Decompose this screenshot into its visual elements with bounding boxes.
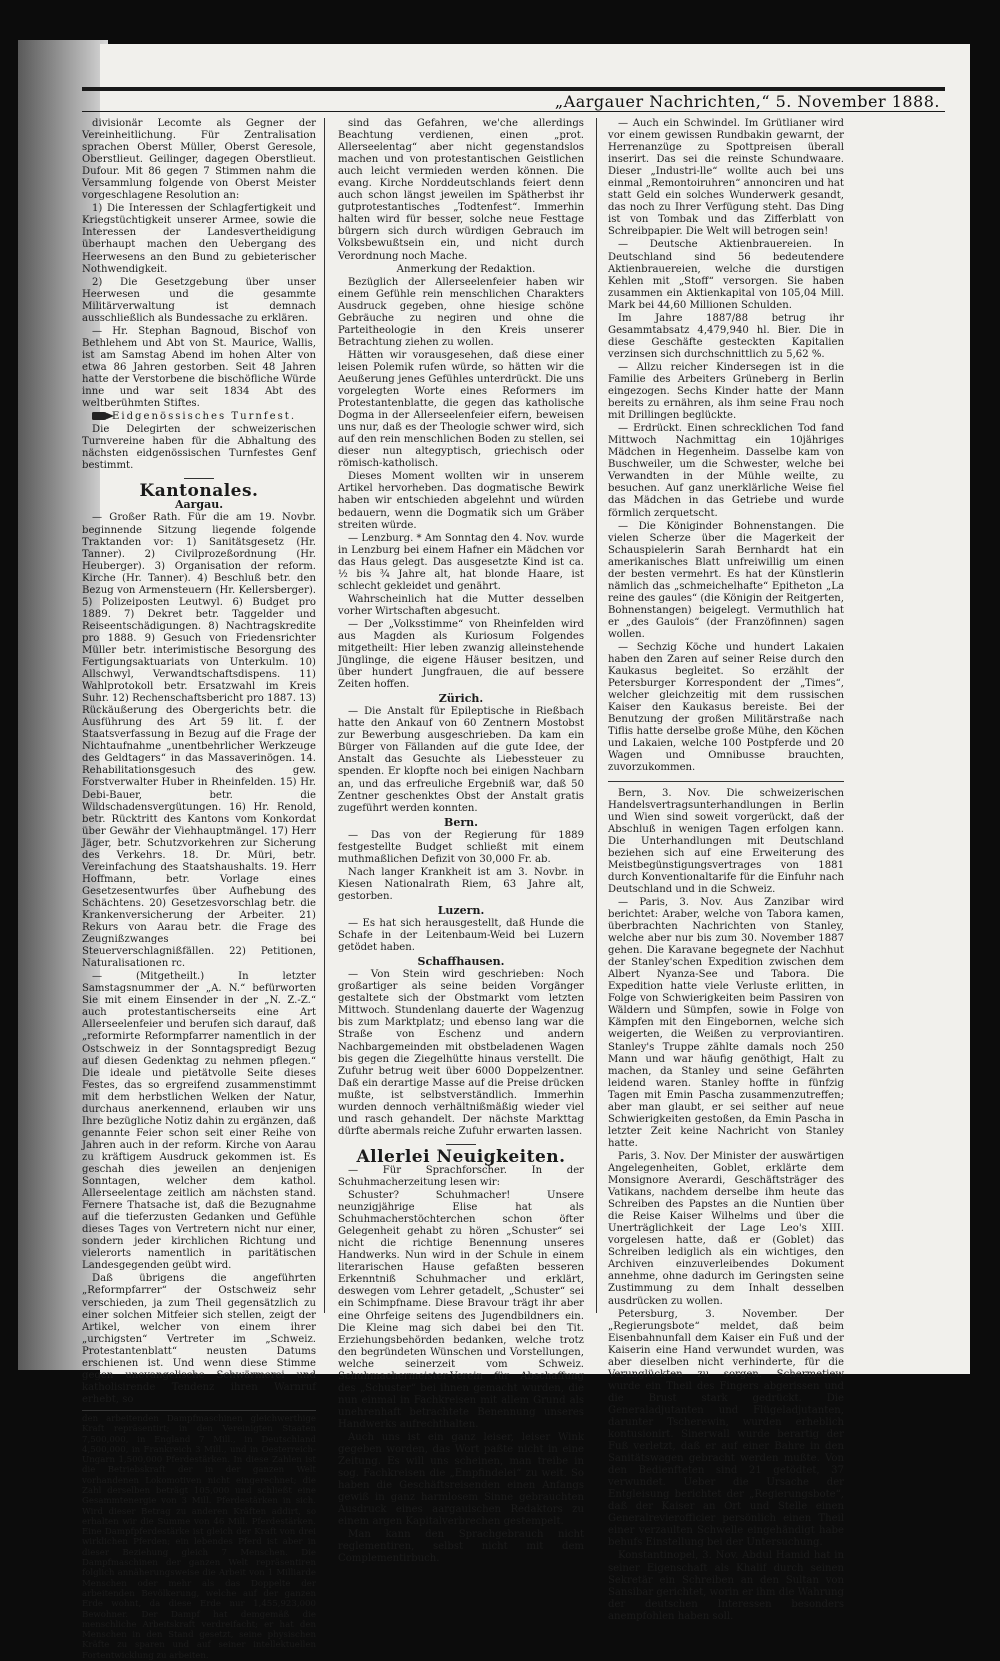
paragraph: — Das von der Regierung für 1889 festgestellte Budget schließt mit einem muthmaßlichen Defizit von 30,000 Fr. ab.: [338, 829, 584, 865]
paragraph: sind das Gefahren, we'che allerdings Beachtung verdienen, einen „prot. Allerseelentag“ aber nicht gegenstandslos machen und von protestantischen Geistlichen auch leicht vermieden werden können. Die evang. Kirche Norddeutschlands feiert denn auch schon längst jeweilen im Spätherbst ihr gutprotestantisches „Todtenfest“. Immerhin halten wird für besser, solche neue Festtage bürgern sich durch würdigen Gebrauch im Volksbewußtsein ein, und nicht durch Verordnung noch Mache.: [338, 118, 584, 262]
paragraph: Konstantinopel, 3. Nov. Abdul Hamid hat in seiner Eigenschaft als Khalif durch seinen Sekretär ein Schreiben an den Sultan von Sansibar gerichtet, worin er ihm die Wahrung der deutschen Interessen besonders anempfohlen haben soll.: [608, 1550, 844, 1622]
footnote: den arbeitenden Dampfmaschinen gleichwerthige Kraft repräsentirt; in den Vereinigten Staaten 7,500,000, in England 7 Mill., in Deutschland 4,500,000, in Frankreich 3 Mill., und in Oesterreich-Ungarn 1,500,000 Pferdestärken. In diese Zahlen ist die Betriebskraft der in der ganzen Welt vorhandenen Lokomotiven nicht eingerechnet; die Zahl derselben beträgt 105,000 und schließt eine Gesammtenergie von 3 Mill. Pferdestärken in sich. Wird dieser Betrag zu anderen Kräften addirt, so erhalten wir die Summe von 46 Mill. Pferdestärken. Eine Dampfpferdestärke ist gleich der Kraft von drei wirklichen Pferden; ein lebendes Pferd ist aber in dieser Beziehung gleich 7 Menschen. Die Dampfmaschinen der ganzen Welt repräsentiren folglich annäherungsweise die Arbeit von 1 Milliarde Menschen oder mehr als das Doppelte der arbeitenden Bevölkerung, welche auf der ganzen Erde wohnt, da diese Erde nur 1,455,923,000 Bewohner. Der Dampf hat demgemäß die menschliche Arbeitskraft verdreifacht; er hat den Menschen in den Stand gesetzt, seine physischen Kräfte zu sparen und auf seiner intellektuellen Fortentwicklung zu arbeiten.: [82, 1413, 316, 1661]
paragraph: — (Mitgetheilt.) In letzter Samstagsnummer der „A. N.“ befürworten Sie mit einem Einsender in der „N. Z.-Z.“ auch protestantischerseits eine Art Allerseelenfeier und berufen sich darauf, daß „reformirte Reformpfarrer namentlich in der Ostschweiz in der Sonntagspredigt Bezug auf diesen Gedenktag zu nehmen pflegen.“ Die ideale und pietätvolle Seite dieses Festes, das so ergreifend zusammenstimmt mit dem herbstlichen Welken der Natur, durchaus anerkennend, erlauben wir uns Ihre bezügliche Notiz dahin zu ergänzen, daß genannte Feier schon seit einer Reihe von Jahren auch in der reform. Kirche von Aarau zu kräftigem Ausdruck gekommen ist. Es geschah dies jeweilen an denjenigen Sonntagen, welcher dem kathol. Allerseelentage zeitlich am nächsten stand. Fernere Thatsache ist, daß die Bezugnahme auf die tieferzusten Gedanken und Gefühle dieses Tages von Vertretern nicht nur einer, sondern jeder kirchlichen Richtung und vielerorts namentlich in paritätischen Landesgegenden geübt wird.: [82, 971, 316, 1272]
header-rule-bottom: [82, 111, 945, 112]
paragraph: Wahrscheinlich hat die Mutter desselben vorher Wirtschaften abgesucht.: [338, 593, 584, 617]
paragraph: — Die Königinder Bohnenstangen. Die vielen Scherze über die Magerkeit der Schauspielerin Sarah Bernhardt hat ein amerikanisches Blatt unfreiwillig um einen der besten vermehrt. Es hat der Künstlerin nämlich das „schmeichelhafte“ Epitheton „La reine des gaules“ (die Königin der Reitgerten, Bohnenstangen) beigelegt. Vermuthlich hat er „des Gaulois“ (der Franzöfinnen) sagen wollen.: [608, 520, 844, 640]
paragraph: — Erdrückt. Einen schrecklichen Tod fand Mittwoch Nachmittag ein 10jähriges Mädchen in Hegenheim. Dasselbe kam von Buschweiler, um die Schwester, welche bei Verwandten in der Mühle weilte, zu besuchen. Auf ganz unerklärliche Weise fiel das Mädchen in das Getriebe und wurde förmlich zerquetscht.: [608, 423, 844, 519]
paragraph: — Hr. Stephan Bagnoud, Bischof von Bethlehem und Abt von St. Maurice, Wallis, ist am Samstag Abend im hohen Alter von etwa 86 Jahren gestorben. Seit 48 Jahren hatte der Verstorbene die bischöfliche Würde inne und war seit 1834 Abt des weltberühmten Stiftes.: [82, 325, 316, 410]
turnfest-item: [82, 411, 316, 423]
paragraph: — Deutsche Aktienbrauereien. In Deutschland sind 56 bedeutendere Aktienbrauereien, welche die durstigen Kehlen mit „Stoff“ versorgen. Sie haben zusammen ein Aktienkapital von 105,04 Mill. Mark bei 44,60 Millionen Schulden.: [608, 239, 844, 311]
footnote-rule: [82, 1410, 316, 1411]
section-title-allerlei: Allerlei Neuigkeiten.: [356, 1146, 566, 1167]
paragraph: — Die Anstalt für Epileptische in Rießbach hatte den Ankauf von 60 Zentnern Mostobst zur Bewerbung ausgeschrieben. Da kam ein Bürger von Fällanden auf die gute Idee, der Anstalt das Gesuchte als Liebessteuer zu spenden. Er klopfte noch bei einigen Nachbarn an, und das erfreuliche Ergebniß war, daß 50 Zentner geschenktes Obst der Anstalt gratis zugeführt werden konnten.: [338, 706, 584, 814]
paragraph: — Großer Rath. Für die am 19. Novbr. beginnende Sitzung liegende folgende Traktanden vor: 1) Sanitätsgesetz (Hr. Tanner). 2) Civilprozeßordnung (Hr. Heuberger). 3) Organisation der reform. Kirche (Hr. Tanner). 4) Beschluß betr. den Bezug von Armensteuern (Hr. Kellersberger). 5) Polizeiposten Leutwyl. 6) Budget pro 1889. 7) Dekret betr. Taggelder und Reiseentschädigungen. 8) Nachtragskredite pro 1888. 9) Gesuch von Friedensrichter Müller betr. interimistische Besorgung des Fertigungsaktuariats von Unterkulm. 10) Allschwyl, Verwandtschaftsdispens. 11) Wahlprotokoll betr. Ersatzwahl im Kreis Suhr. 12) Rechenschaftsbericht pro 1887. 13) Rückäußerung des Obergerichts betr. die Ausführung des Art 59 lit. f. der Staatsverfassung in Bezug auf die Frage der Nichtaufnahme „unentbehrlicher Werkzeuge des Geldtagers“ in das Massaverinögen. 14. Rehabilitationsgesuch des gew. Forstverwalter Huber in Rheinfelden. 15) Hr. Debi-Bauer, betr. die Wildschadensvergütungen. 16) Hr. Renold, betr. Rücktritt des Kantons vom Konkordat über Gewähr der Viehhauptmängel. 17) Herr Jäger, betr. Schutzvorkehren zur Sicherung des Verkehrs. 18. Dr. Müri, betr. Vereinfachung des Staatshaushalts. 19. Herr Hoffmann, betr. Vorlage eines Gesetzesentwurfes über Aufhebung des Schächtens. 20) Gesetzesvorschlag betr. die Krankenversicherung der Arbeiter. 21) Rekurs von Aarau betr. die Frage des Zeugnißzwanges bei Steuerverschlagnißfällen. 22) Petitionen, Naturalisationen rc.: [82, 512, 316, 970]
paragraph: Paris, 3. Nov. Der Minister der auswärtigen Angelegenheiten, Goblet, erklärte dem Monsignore Averardi, Geschäftsträger des Vatikans, nachdem derselbe ihm heute das Schreiben des Papstes an die Nuntien über die Reise Kaiser Wilhelms und über die Unerträglichkeit der Lage Leo's XIII. vorgelesen hatte, daß er (Goblet) das Schreiben lediglich als ein wichtiges, den Archiven einzuverleibendes Dokument annehme, ohne dadurch im Geringsten seine Zustimmung zu dem Inhalt desselben ausdrücken zu wollen.: [608, 1150, 844, 1307]
paragraph: Dieses Moment wollten wir in unserem Artikel hervorheben. Das dogmatische Bewirk haben wir entschieden abgelehnt und würden bedauern, wenn die Dogmatik sich um Gräber streiten würde.: [338, 471, 584, 531]
paragraph: Bezüglich der Allerseelenfeier haben wir einem Gefühle rein menschlichen Charakters Ausdruck gegeben, ohne hiesige schöne Gebräuche zu negiren und ohne die Parteitheologie in den Kreis unserer Betrachtung ziehen zu wollen.: [338, 276, 584, 348]
article-columns: [82, 118, 844, 1661]
paragraph: Daß übrigens die angeführten „Reformpfarrer“ der Ostschweiz sehr verschieden, ja zum Theil gegensätzlich zu einer solchen Mitfeier sich stellen, zeigt der Artikel, welcher von einem ihrer „urchigsten“ Vertreter im „Schweiz. Protestantenblatt“ neusten Datums erschienen ist. Und wenn diese Stimme gegen unevangelische Schwärmerei und katholisirende Tendenz ihren Warnruf erhebt, so: [82, 1273, 316, 1405]
subsection-luzern: Luzern.: [437, 904, 485, 917]
subsection-schaffhausen: Schaffhausen.: [417, 955, 505, 969]
paragraph: — Allzu reicher Kindersegen ist in die Familie des Arbeiters Grüneberg in Berlin eingezogen. Sechs Kinder hatte der Mann bereits zu ernähren, als ihm seine Frau noch mit Drillingen beglückte.: [608, 361, 844, 422]
paragraph: Auch uns ist ein ganz leiser, leiser Wink gegeben worden, das Wort paßte nicht in eine Zeitung. Es will uns scheinen, man treibe in sog. Fachkreisen die „Empfindelei“ zu weit. So haben die Geschäftsreisenden einen Anfangs gewiß in ganz harmlosem Sinne gebrauchten Ausdruck eines aargauischen Redaktors zu einem argen Kapitalverbrechen gestempelt.: [338, 1431, 584, 1528]
section-rule: [446, 1144, 476, 1145]
pointing-hand-icon: [92, 412, 108, 420]
paragraph: — Lenzburg. * Am Sonntag den 4. Nov. wurde in Lenzburg bei einem Hafner ein Mädchen vor das Haus gelegt. Das ausgesetzte Kind ist ca. ½ bis ¾ Jahre alt, hat blonde Haare, ist schlecht gekleidet und genährt.: [338, 532, 584, 592]
paragraph: Schuster? Schuhmacher! Unsere neunzigjährige Elise hat als Schuhmacherstöchterchen schon öfter Gelegenheit gehabt zu hören „Schuster“ sei nicht die richtige Benennung unseres Handwerks. Nun wird in der Schule in einem literarischen Hause gefaßten besseren Erkenntniß Schuhmacher und erklärt, deswegen vom Lehrer getadelt, „Schuster“ sei ein Schimpfname. Diese Bravour trägt ihr aber eine Ohrfeige seitens des Jugendbildners ein. Die Kleine mag sich dabei bei den Tit. Erziehungsbehörden bedanken, welche trotz den begründeten Wünschen und Vorstellungen, welche seinerzeit vom Schweiz. Schuhmachermeister-Verein für Abschaffung des „Schuster“ bei ihnen gemacht wurden, die nun einmal in Fachkreisen mit allem Grund als unehrenhaft betrachtete Benennung unseres Handwerks aufrechthalten.: [338, 1190, 584, 1430]
paragraph: 2) Die Gesetzgebung über unser Heerwesen und die gesammte Militärverwaltung ist demnach ausschließlich als Bundessache zu erklären.: [82, 276, 316, 324]
paragraph: — Sechzig Köche und hundert Lakaien haben den Zaren auf seiner Reise durch den Kaukasus begleitet. So erzählt der Petersburger Korrespondent der „Times“, welcher gleichzeitig mit dem russischen Kaiser den Kaukasus bereiste. Bei der Benutzung der großen Militärstraße nach Tiflis hatte derselbe große Mühe, den Köchen und Lakaien, welche 100 Postpferde und 20 Wagen und Omnibusse brauchten, zuvorzukommen.: [608, 642, 844, 774]
column-1: [82, 118, 316, 1661]
paragraph: Die Delegirten der schweizerischen Turnvereine haben für die Abhaltung des nächsten eidgenössischen Turnfestes Genf bestimmt.: [82, 424, 316, 472]
subsection-bern: Bern.: [444, 815, 478, 829]
paragraph: Petersburg, 3. November. Der „Regierungsbote“ meldet, daß beim Eisenbahnunfall dem Kaiser ein Fuß und der Kaiserin eine Hand verwundet wurden, was aber dieselben nicht verhinderte, für die Verunglückten zu sorgen. Schermetiew wurde ein Theil des Fingers abgerissen und die Brust stark gedrückt. Die Generaladjutanten und Flügeladjutanten, darunter Tscherewin, wurden erheblich kontusionirt. Sinerwall wurde berartig der Fuß verletzt, daß er auf einer Bahre in den Sanitätswagen gebracht werden mußte. Von den Bedienfteten sind 21 getödtet, 37 verwundet. Ueber die Ursache der Entgleisung berichtet der „Regierungsbote“, daß der Kaiser an Ort und Stelle einen Generalrevierofficier persönlich einen Theil einer verzaulten Schwelle eingehändigt habe behufs Einstellung bei der Untersuchung.: [608, 1308, 844, 1549]
paragraph: 1) Die Interessen der Schlagfertigkeit und Kriegstüchtigkeit unserer Armee, sowie die Interessen der Landesvertheidigung überhaupt machen den Uebergang des Heerwesens an den Bund zu gebieterischer Nothwendigkeit.: [82, 203, 316, 275]
paragraph: — Es hat sich herausgestellt, daß Hunde die Schafe in der Leitenbaum-Weid bei Luzern getödet haben.: [338, 918, 584, 954]
paragraph: — Paris, 3. Nov. Aus Zanzibar wird berichtet: Araber, welche von Tabora kamen, überbrachten Nachrichten von Stanley, welche aber nur bis zum 30. November 1887 gehen. Die Karavane begegnete der Nachhut der Stanley'schen Expedition zwischen dem Albert Nyanza-See und Tabora. Die Expedition hatte viele Verluste erlitten, in Folge von Schwierigkeiten beim Passiren von Wäldern und Sümpfen, sowie in Folge von Kämpfen mit den Eingebornen, welche sich weigerten, die Weißen zu verproviantiren. Stanley's Truppe zählte damals noch 250 Mann und war häufig genöthigt, Halt zu machen, da Stanley und seine Gefährten leidend waren. Stanley hoffte in fünfzig Tagen mit Emin Pascha zusammenzutreffen; aber man glaubt, er sei seither auf neue Schwierigkeiten gestoßen, da Emin Pascha in letzter Zeit keine Nachricht von Stanley hatte.: [608, 896, 844, 1149]
paragraph: — Von Stein wird geschrieben: Noch großartiger als seine beiden Vorgänger gestaltete sich der Obstmarkt vom letzten Mittwoch. Stundenlang dauerte der Wagenzug bis zum Marktplatz; und ebenso lang war die Straße von Eschenz und andern Nachbargemeinden mit obstbeladenen Wagen bis gegen die Ziegelhütte hinaus verstellt. Die Zufuhr betrug weit über 6000 Doppelzentner. Daß ein derartige Masse auf die Preise drücken mußte, ist selbstverständlich. Immerhin wurden dennoch verhältnißmäßig wieder viel und rasch gehandelt. Der nächste Markttag dürfte abermals reiche Zufuhr erwarten lassen.: [338, 969, 584, 1137]
section-rule: [608, 781, 844, 782]
paragraph: — Der „Volksstimme“ von Rheinfelden wird aus Magden als Kuriosum Folgendes mitgetheilt: Hier leben zwanzig alleinstehende Jünglinge, die eigene Häuser besitzen, und über hundert Jungfrauen, die auf bessere Zeiten hoffen.: [338, 618, 584, 691]
paragraph: divisionär Lecomte als Gegner der Vereinheitlichung. Für Zentralisation sprachen Oberst Müller, Oberst Geresole, Oberstlieut. Geilinger, dagegen Oberstlieut. Dufour. Mit 86 gegen 7 Stimmen nahm die Versammlung folgende von Oberst Meister vorgeschlagene Resolution an:: [82, 118, 316, 202]
column-2: [338, 118, 584, 1565]
column-3: [608, 118, 844, 1622]
paragraph: — Auch ein Schwindel. Im Grütlianer wird vor einem gewissen Rundbakin gewarnt, der Herrenanzüge zu Spottpreisen überall inserirt. Das sei die reinste Schundwaare. Dieser „Industri-lle“ wollte auch bei uns einmal „Remontoiruhren“ annonciren und hat statt Geld ein solches Wunderwerk gesandt, das noch zu Ihrer Verfügung steht. Das Ding ist von Tombak und das Zifferblatt von Schreibpapier. Die Welt will betrogen sein!: [608, 118, 844, 238]
subsection-aargau: Aargau.: [174, 498, 224, 512]
section-rule: [184, 478, 214, 479]
paragraph: Bern, 3. Nov. Die schweizerischen Handelsvertragsunterhandlungen in Berlin und Wien sind soweit vorgerückt, daß der Abschluß in wenigen Tagen erfolgen kann. Die Unterhandlungen mit Deutschland beziehen sich auf eine Erweiterung des Meistbegünstigungsvertrages von 1881 durch Konventionaltarife für die Einfuhr nach Deutschland und in die Schweiz.: [608, 787, 844, 895]
paragraph: Hätten wir vorausgesehen, daß diese einer leisen Polemik rufen würde, so hätten wir die Aeußerung jenes Gefühles unterdrückt. Die uns vorgelegten Worte eines Reformers im Protestantenblatte, die gegen das katholische Dogma in der Allerseelenfeier eifern, beweisen uns nur, daß es der Theologie schwer wird, sich auf den rein menschlichen Boden zu stellen, sei dieser nun altegyptisch, griechisch oder römisch-katholisch.: [338, 349, 584, 470]
editor-note-heading: Anmerkung der Redaktion.: [396, 263, 536, 275]
paragraph: Man kann den Sprachgebrauch nicht reglementiren, selbst nicht mit dem Complementirbuch.: [338, 1529, 584, 1565]
turnfest-heading: Eidgenössisches Turnfest.: [112, 411, 297, 423]
paragraph: Nach langer Krankheit ist am 3. Novbr. in Kiesen Nationalrath Riem, 63 Jahre alt, gestorben.: [338, 866, 584, 902]
paragraph: Im Jahre 1887/88 betrug ihr Gesammtabsatz 4,479,940 hl. Bier. Die in diese Geschäfte gesteckten Kapitalien verzinsen sich durchschnittlich zu 5,62 %.: [608, 312, 844, 360]
paragraph: — Für Sprachforscher. In der Schuhmacherzeitung lesen wir:: [338, 1164, 584, 1188]
section-title-kantonales: Kantonales.: [139, 481, 259, 502]
page-title: „Aargauer Nachrichten,“ 5. November 1888.: [554, 92, 940, 111]
subsection-zuerich: Zürich.: [438, 692, 484, 706]
header-rule: [82, 87, 945, 91]
